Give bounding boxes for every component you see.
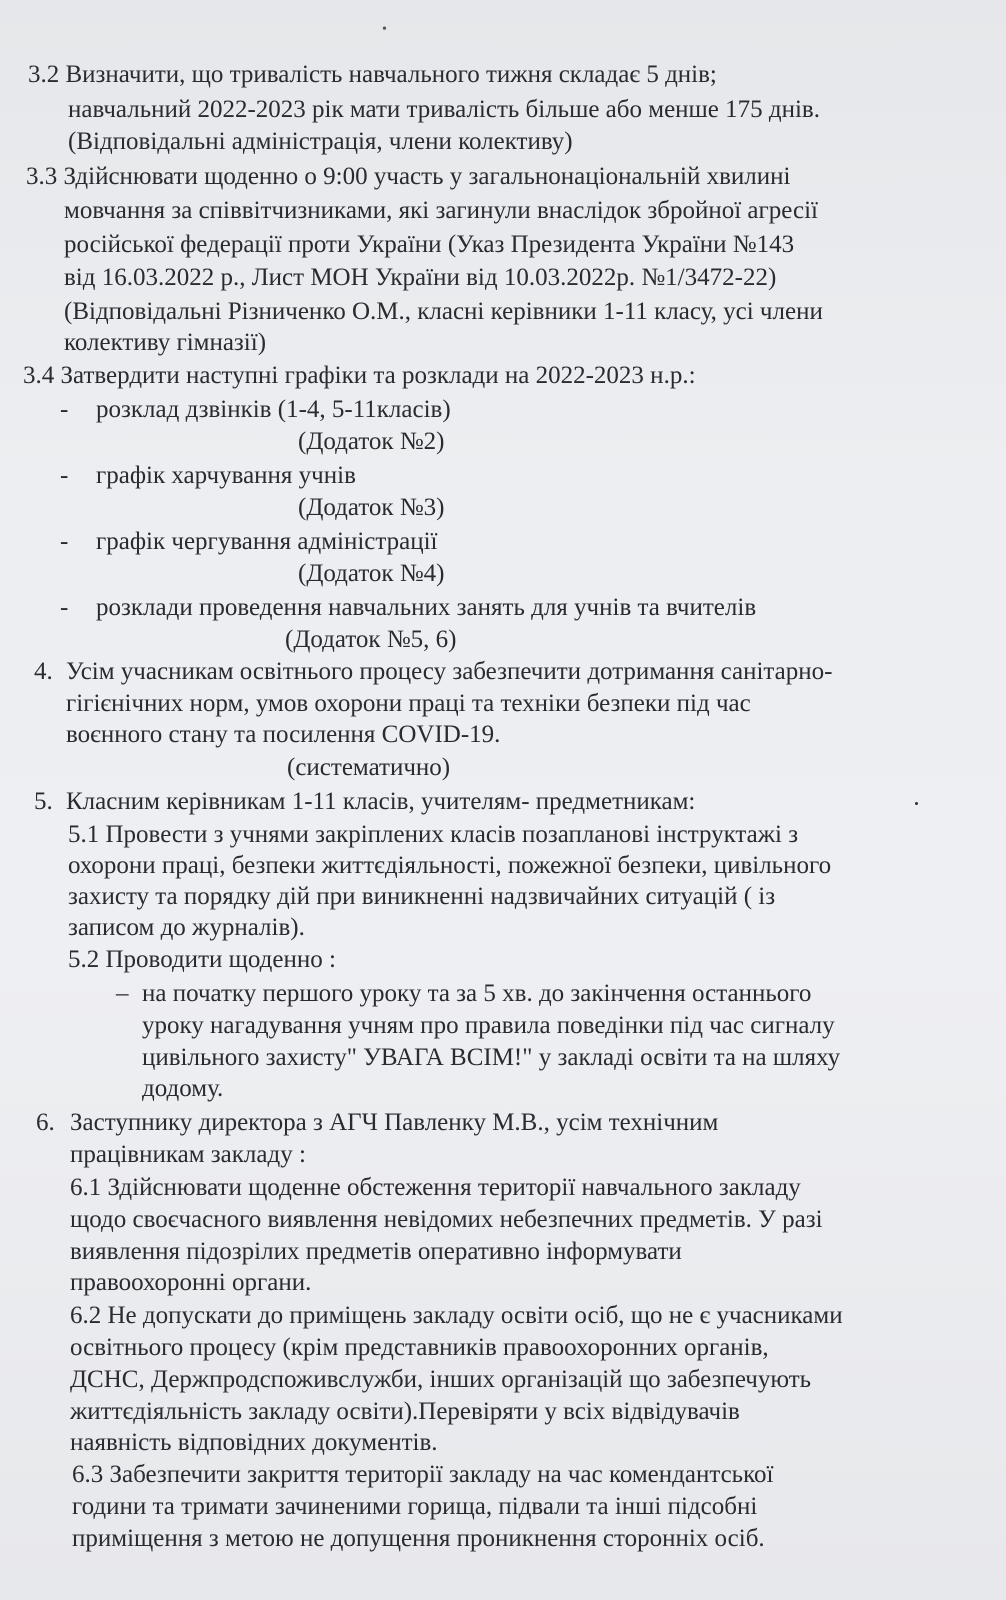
item-6-1-line-2: щодо своєчасного виявлення невідомих небезпечних предметів. У разі <box>70 1206 823 1233</box>
schedule-meals: графік харчування учнів <box>96 462 356 489</box>
item-6-line-2: працівникам закладу : <box>70 1141 306 1168</box>
item-5-1-line-1: 5.1 Провести з учнями закріплених класів позапланові інструктажі з <box>68 821 799 848</box>
item-6-2-line-3: ДСНС, Держпродспоживслужби, інших організацій що забезпечують <box>70 1366 812 1393</box>
item-5-1-line-3: захисту та порядку дій при виникненні надзвичайних ситуацій ( із <box>68 883 776 910</box>
item-6-2-line-2: освітнього процесу (крім представників правоохоронних органів, <box>70 1334 769 1361</box>
item-3-3-line-4: від 16.03.2022 р., Лист МОН України від 10.03.2022р. №1/3472-22) <box>64 264 777 291</box>
schedule-duty: графік чергування адміністрації <box>96 528 438 555</box>
item-number: 6. <box>36 1109 55 1136</box>
item-5-2-bullet-line-2: уроку нагадування учням про правила поведінки під час сигналу <box>142 1012 835 1039</box>
item-5-2-bullet-line-1: на початку першого уроку та за 5 хв. до закінчення останнього <box>142 980 812 1007</box>
appendix-ref: (Додаток №2) <box>298 428 445 455</box>
item-6-2-line-1: 6.2 Не допускати до приміщень закладу освіти осіб, що не є учасниками <box>70 1302 843 1329</box>
list-dash: - <box>60 462 69 489</box>
schedule-bells: розклад дзвінків (1-4, 5-11класів) <box>96 396 451 423</box>
item-5-2-bullet-line-4: додому. <box>142 1075 224 1102</box>
item-number: 4. <box>34 658 53 685</box>
list-dash: - <box>60 594 69 621</box>
item-6-1-line-4: правоохоронні органи. <box>70 1269 312 1296</box>
item-4-line-1: Усім учасникам освітнього процесу забезпечити дотримання санітарно- <box>66 658 833 685</box>
appendix-ref: (Додаток №4) <box>298 560 445 587</box>
appendix-ref: (Додаток №3) <box>298 494 445 521</box>
scan-dot <box>915 802 918 805</box>
item-5-1-line-2: охорони праці, безпеки життєдіяльності, пожежної безпеки, цивільного <box>68 852 832 879</box>
item-6-3-line-3: приміщення з метою не допущення проникнення сторонніх осіб. <box>72 1525 765 1552</box>
item-4-term: (систематично) <box>287 754 451 781</box>
item-3-2-line-3: (Відповідальні адміністрація, члени колективу) <box>68 128 573 155</box>
item-5-2-line-1: 5.2 Проводити щоденно : <box>68 946 336 973</box>
item-6-3-line-1: 6.3 Забезпечити закриття території закладу на час комендантської <box>72 1461 774 1488</box>
item-3-3-line-6: колективу гімназії) <box>64 329 267 356</box>
item-3-3-line-3: російської федерації проти України (Указ Президента України №143 <box>64 231 795 258</box>
item-5-1-line-4: записом до журналів). <box>68 914 305 941</box>
item-4-line-2: гігієнічних норм, умов охорони праці та техніки безпеки під час <box>66 690 751 717</box>
item-3-4-line-1: 3.4 Затвердити наступні графіки та розклади на 2022-2023 н.р.: <box>23 362 696 389</box>
list-dash: - <box>60 396 69 423</box>
item-number: 5. <box>34 788 53 815</box>
item-5-2-bullet-line-3: цивільного захисту" УВАГА ВСІМ!" у закладі освіти та на шляху <box>142 1044 841 1071</box>
item-3-3-line-2: мовчання за співвітчизниками, які загинули внаслідок збройної агресії <box>64 197 818 224</box>
item-6-3-line-2: години та тримати зачиненими горища, підвали та інші підсобні <box>72 1493 758 1520</box>
scan-mark: • <box>382 22 387 37</box>
item-3-2-line-1: 3.2 Визначити, що тривалість навчального тижня складає 5 днів; <box>28 61 717 88</box>
item-3-3-line-5: (Відповідальні Різниченко О.М., класні керівники 1-11 класу, усі члени <box>64 298 823 325</box>
item-6-2-line-4: життєдіяльність закладу освіти).Перевіряти у всіх відвідувачів <box>70 1398 740 1425</box>
item-6-1-line-3: виявлення підозрілих предметів оперативно інформувати <box>70 1238 682 1265</box>
item-3-2-line-2: навчальний 2022-2023 рік мати тривалість більше або менше 175 днів. <box>68 96 820 123</box>
item-3-3-line-1: 3.3 Здійснювати щоденно о 9:00 участь у загальнонаціональній хвилині <box>26 163 791 190</box>
list-dash: - <box>60 528 69 555</box>
schedule-lessons: розклади проведення навчальних занять для учнів та вчителів <box>96 594 757 621</box>
item-6-1-line-1: 6.1 Здійснювати щоденне обстеження території навчального закладу <box>70 1174 801 1201</box>
list-dash: – <box>116 980 129 1007</box>
item-6-2-line-5: наявність відповідних документів. <box>70 1429 438 1456</box>
item-6-line-1: Заступнику директора з АГЧ Павленку М.В., усім технічним <box>70 1109 719 1136</box>
appendix-ref: (Додаток №5, 6) <box>285 626 457 653</box>
item-4-line-3: воєнного стану та посилення COVID-19. <box>66 721 501 748</box>
item-5-line-1: Класним керівникам 1-11 класів, учителям- предметникам: <box>66 788 696 815</box>
